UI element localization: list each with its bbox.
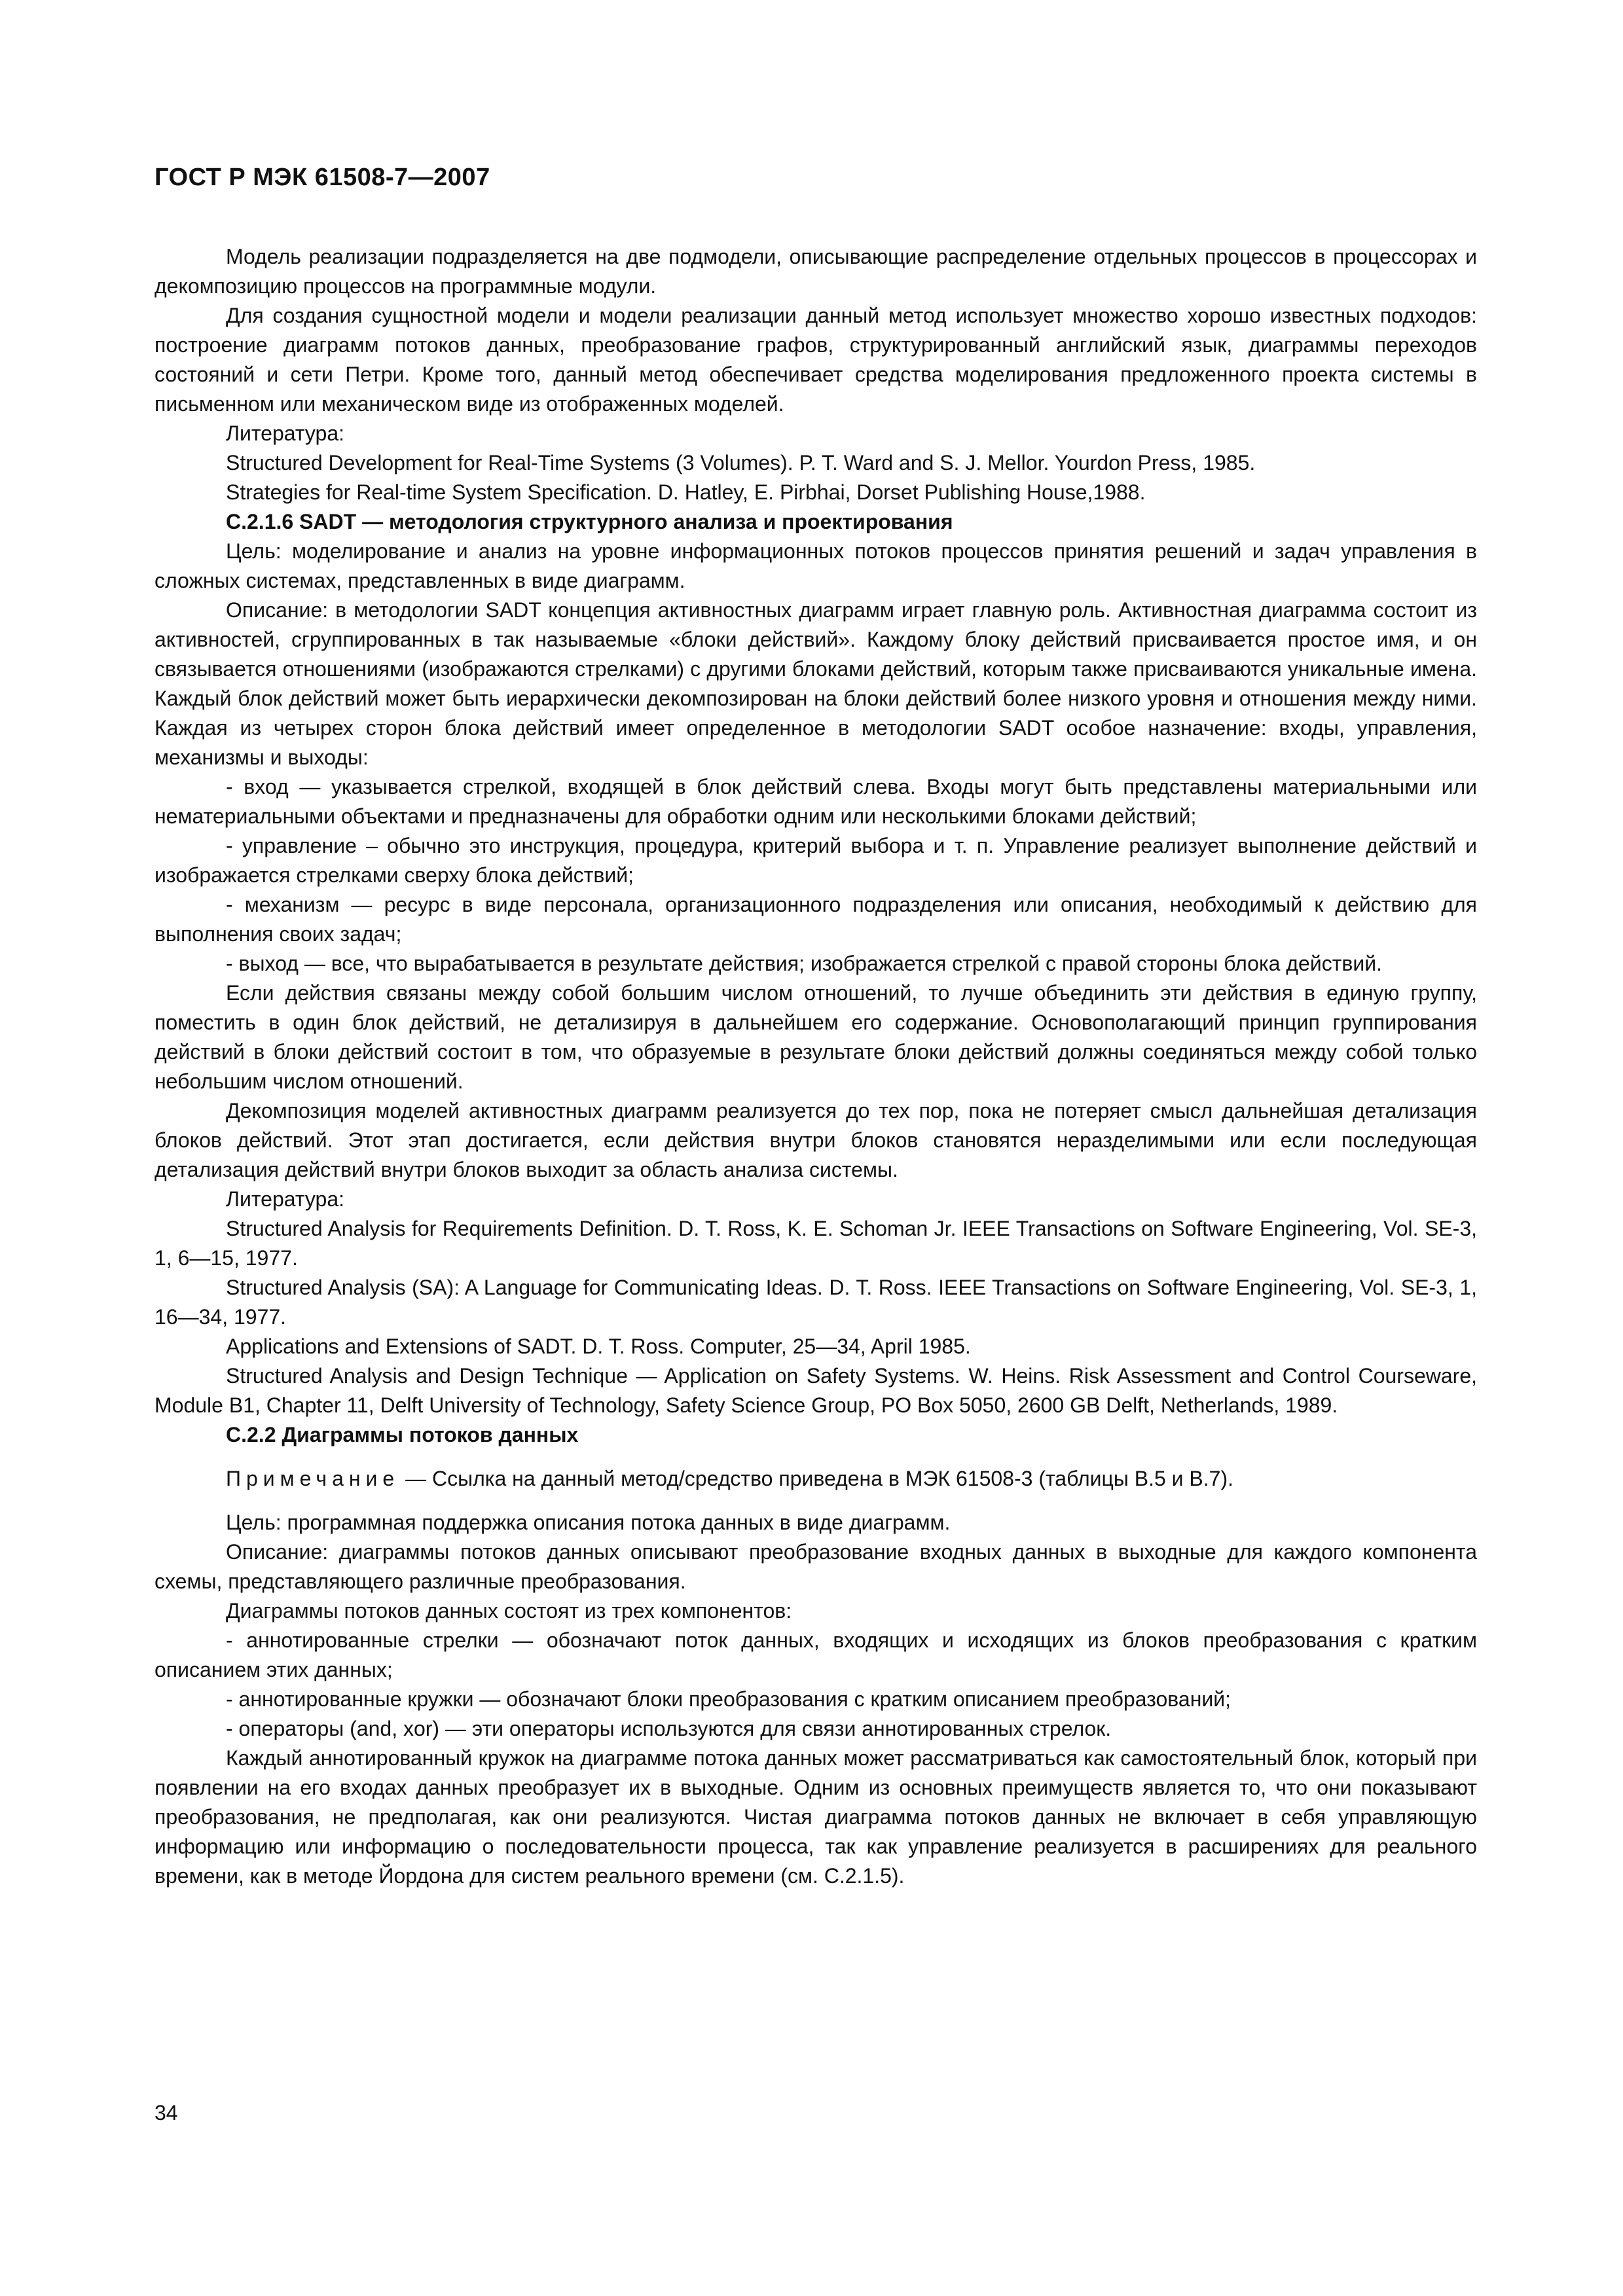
paragraph: Декомпозиция моделей активностных диаграмм реализуется до тех пор, пока не потеряет смысл дальнейшая детализация блоков действий. Этот этап достигается, если действия внутри блоков становятся неразделимыми или если последующая детализация действий внутри блоков выходит за область анализа системы. (155, 1099, 1477, 1181)
paragraph: Модель реализации подразделяется на две подмодели, описывающие распределение отдельных процессов в процессорах и декомпозицию процессов на программные модули. (155, 245, 1477, 298)
note-text: — Ссылка на данный метод/средство приведена в МЭК 61508-3 (таблицы В.5 и В.7). (399, 1467, 1233, 1490)
references-label: Литература: (226, 1187, 344, 1211)
reference-item: Structured Development for Real-Time Systems (3 Volumes). P. T. Ward and S. J. Mellor. Yourdon Press, 1985. (226, 451, 1256, 475)
list-item: - операторы (and, xor) — эти операторы используются для связи аннотированных стрелок. (226, 1717, 1112, 1740)
section-heading: С.2.1.6 SADT — методология структурного анализа и проектирования (226, 510, 953, 533)
list-item: - аннотированные стрелки — обозначают поток данных, входящих и исходящих из блоков преобразования с кратким описанием этих данных; (155, 1628, 1477, 1681)
paragraph: Для создания сущностной модели и модели реализации данный метод использует множество хорошо известных подходов: построение диаграмм потоков данных, преобразование графов, структурированный английский язык, диаграммы переходов состояний и сети Петри. Кроме того, данный метод обеспечивает средства моделирования предложенного проекта системы в письменном или механическом виде из отображенных моделей. (155, 304, 1477, 416)
references-label: Литература: (226, 422, 344, 445)
reference-item: Structured Analysis and Design Technique — Application on Safety Systems. W. Heins. Risk Assessment and Control Courseware, Module B1, Chapter 11, Delft University of Technology, Safety Science Group, PO Box 5050, 2600 GB Delft, Netherlands, 1989. (155, 1364, 1477, 1417)
list-item: - механизм — ресурс в виде персонала, организационного подразделения или описания, необходимый к действию для выполнения своих задач; (155, 893, 1477, 946)
document-header: ГОСТ Р МЭК 61508-7—2007 (155, 164, 490, 191)
paragraph: Описание: диаграммы потоков данных описывают преобразование входных данных в выходные для каждого компонента схемы, представляющего различные преобразования. (155, 1540, 1477, 1593)
list-item: - управление – обычно это инструкция, процедура, критерий выбора и т. п. Управление реализует выполнение действий и изображается стрелками сверху блока действий; (155, 834, 1477, 887)
note (155, 1464, 1477, 1494)
reference-item: Strategies for Real-time System Specification. D. Hatley, E. Pirbhai, Dorset Publishing House,1988. (226, 480, 1146, 504)
reference-item: Structured Analysis for Requirements Definition. D. T. Ross, K. E. Schoman Jr. IEEE Transactions on Software Engineering, Vol. SE-3, 1, 6—15, 1977. (155, 1217, 1477, 1270)
paragraph: Цель: моделирование и анализ на уровне информационных потоков процессов принятия решений и задач управления в сложных системах, представленных в виде диаграмм. (155, 539, 1477, 592)
section-heading: С.2.2 Диаграммы потоков данных (226, 1423, 579, 1446)
paragraph: Описание: в методологии SADT концепция активностных диаграмм играет главную роль. Активностная диаграмма состоит из активностей, сгруппированных в так называемые «блоки действий». Каждому блоку действий присваивается простое имя, и он связывается отношениями (изображаются стрелками) с другими блоками действий, которым также присваиваются уникальные имена. Каждый блок действий может быть иерархически декомпозирован на блоки действий более низкого уровня и отношения между ними. Каждая из четырех сторон блока действий имеет определенное в методологии SADT особое назначение: входы, управления, механизмы и выходы: (155, 598, 1477, 769)
list-item: - вход — указывается стрелкой, входящей в блок действий слева. Входы могут быть представлены материальными или нематериальными объектами и предназначены для обработки одним или несколькими блоками действий; (155, 775, 1477, 828)
note-label: Примечание (226, 1467, 400, 1490)
list-item: - выход — все, что вырабатывается в результате действия; изображается стрелкой с правой стороны блока действий. (226, 952, 1382, 975)
document-body (155, 242, 1477, 1891)
paragraph: Цель: программная поддержка описания потока данных в виде диаграмм. (226, 1511, 951, 1534)
list-item: - аннотированные кружки — обозначают блоки преобразования с кратким описанием преобразований; (226, 1687, 1231, 1711)
paragraph: Диаграммы потоков данных состоят из трех компонентов: (226, 1599, 792, 1623)
reference-item: Applications and Extensions of SADT. D. T. Ross. Computer, 25—34, April 1985. (226, 1335, 971, 1358)
page-number: 34 (155, 2101, 178, 2125)
paragraph: Каждый аннотированный кружок на диаграмме потока данных может рассматриваться как самостоятельный блок, который при появлении на его входах данных преобразует их в выходные. Одним из основных преимуществ является то, что они показывают преобразования, не предполагая, как они реализуются. Чистая диаграмма потоков данных не включает в себя управляющую информацию или информацию о последовательности процесса, так как управление реализуется в расширениях для реального времени, как в методе Йордона для систем реального времени (см. С.2.1.5). (155, 1746, 1477, 1888)
paragraph: Если действия связаны между собой большим числом отношений, то лучше объединить эти действия в единую группу, поместить в один блок действий, не детализируя в дальнейшем его содержание. Основополагающий принцип группирования действий в блоки действий состоит в том, что образуемые в результате блоки действий должны соединяться между собой только небольшим числом отношений. (155, 981, 1477, 1093)
reference-item: Structured Analysis (SA): A Language for Communicating Ideas. D. T. Ross. IEEE Transactions on Software Engineering, Vol. SE-3, 1, 16—34, 1977. (155, 1276, 1477, 1329)
